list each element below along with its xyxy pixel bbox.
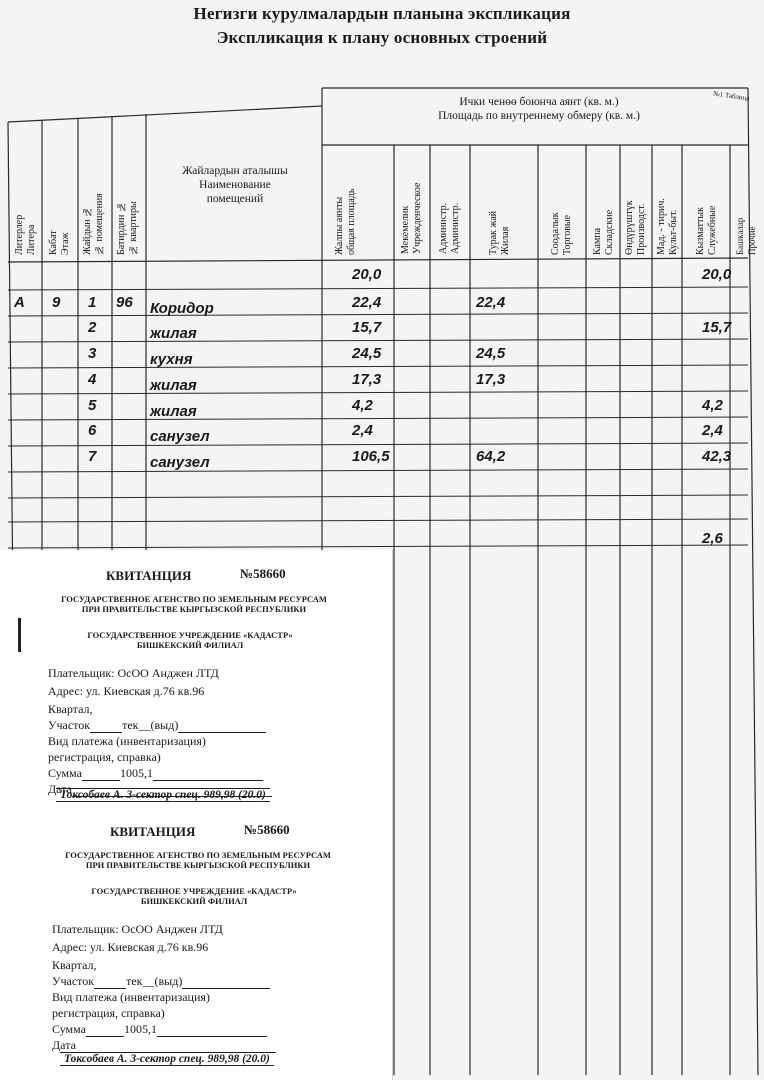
receipt-date: Дата [52,1038,276,1053]
receipt-address: Адрес: ул. Киевская д.76 кв.96 [48,684,205,698]
col-header-storage: Кампа Складские [592,209,615,255]
cell-total: 20,0 [352,266,382,283]
receipt-agency: ГОСУДАРСТВЕННОЕ АГЕНСТВО ПО ЗЕМЕЛЬНЫМ РЕСУРСАМ ПРИ ПРАВИТЕЛЬСТВЕ КЫРГЫЗСКОЙ РЕСПУБЛИКИ [65,850,331,870]
row-divider [8,313,748,316]
row-divider [8,365,748,368]
cell-total: 2,4 [352,422,373,440]
col-header-litera: Литерлер Литера [14,214,37,255]
receipt-footer: Токсобаев А. 3-сектор спец. 989,98 (20.0) [56,788,270,802]
receipt-quarter: Квартал, [48,702,93,716]
room-name-header: Жайлардын аталышы Наименование помещений [182,165,288,205]
cell-name: санузел [150,453,210,471]
col-header-other: Башкалар Прочие [735,217,757,255]
col-header-trade: Соодалык Торговые [550,212,573,255]
cell-total: 22,4 [352,293,382,311]
receipt-plot: Участок тек__(выд) [52,974,270,989]
pen-mark [18,618,21,652]
receipt-date: Дата [48,782,272,797]
cell-total: 24,5 [352,345,382,363]
col-header-service: Кызматтык Служебные [695,205,718,255]
row-divider [8,417,748,420]
cell-name: кухня [150,351,193,369]
receipt-address: Адрес: ул. Киевская д.76 кв.96 [52,940,209,954]
cell-service: 4,2 [702,396,723,414]
cell-name: жилая [150,402,197,420]
document-title-kg: Негизги курулмалардын планына экспликация [193,4,571,23]
cell-living: 64,2 [476,447,506,465]
cell-apt: 96 [116,293,133,311]
receipt-agency: ГОСУДАРСТВЕННОЕ АГЕНСТВО ПО ЗЕМЕЛЬНЫМ РЕСУРСАМ ПРИ ПРАВИТЕЛЬСТВЕ КЫРГЫЗСКОЙ РЕСПУБЛИКИ [61,594,327,614]
cell-floor: 9 [52,293,61,311]
col-header-living: Турак жай Жилая [488,210,511,255]
receipt-payment-type: Вид платежа (инвентаризация) [48,734,206,748]
col-header-institutional: Мекемелик Учрежденческое [400,182,423,254]
cell-total: 15,7 [352,319,382,337]
cell-name: жилая [150,376,197,394]
cell-living: 22,4 [476,293,506,311]
cell-room: 5 [88,396,97,414]
col-header-cultural: Мад. - тирич. Культ-быт. [656,198,679,255]
receipt-institution: ГОСУДАРСТВЕННОЕ УЧРЕЖДЕНИЕ «КАДАСТР» БИШКЕКСКИЙ ФИЛИАЛ [91,886,297,906]
extra-service-value: 2,6 [702,530,723,547]
receipt-quarter: Квартал, [52,958,97,972]
cell-room: 1 [88,293,97,311]
receipt-registration: регистрация, справка) [52,1006,165,1020]
row-divider [8,339,748,342]
cell-room: 6 [88,422,97,440]
cell-service: 42,3 [702,447,732,465]
cell-name: Коридор [150,299,214,317]
receipt-payment-type: Вид платежа (инвентаризация) [52,990,210,1004]
cell-service: 2,4 [702,422,723,440]
table-number: №1 Таблица [712,89,751,103]
cell-name: санузел [150,428,210,446]
row-divider [8,495,748,498]
cell-total: 106,5 [352,447,390,465]
receipt-payer: Плательщик: ОсОО Анджен ЛТД [48,666,219,680]
receipt-sum: Сумма 1005,1 [52,1022,267,1037]
row-divider [8,519,748,522]
receipt-registration: регистрация, справка) [48,750,161,764]
cell-litera: А [14,293,25,311]
receipt-footer: Токсобаев А. 3-сектор спец. 989,98 (20.0) [60,1052,274,1066]
cell-total: 4,2 [352,396,373,414]
area-group-header: Ички ченөө боюнча аянт (кв. м.) Площадь по внутреннему обмеру (кв. м.) [438,96,640,122]
col-header-total: Жалпы аянты общая площадь [334,188,357,255]
row-divider [8,443,748,446]
cell-living: 17,3 [476,370,506,388]
receipt-payer: Плательщик: ОсОО Анджен ЛТД [52,922,223,936]
receipt-institution: ГОСУДАРСТВЕННОЕ УЧРЕЖДЕНИЕ «КАДАСТР» БИШКЕКСКИЙ ФИЛИАЛ [87,630,293,650]
cell-room: 2 [88,319,97,337]
cell-total: 17,3 [352,370,382,388]
cell-service: 20,0 [702,266,732,283]
receipt-number: №58660 [240,566,286,581]
cell-living: 24,5 [476,345,506,363]
row-divider [8,469,748,472]
col-header-room-no: Жайдын № № помещения [82,193,105,255]
cell-name: жилая [150,325,197,343]
receipt-number: №58660 [244,822,290,837]
col-header-floor: Кабат Этаж [48,230,71,255]
cell-room: 4 [88,370,97,388]
row-divider [8,545,748,548]
col-header-admin: Администр. Администр. [438,202,461,254]
receipt-sum: Сумма 1005,1 [48,766,263,781]
row-divider [8,391,748,394]
col-header-apt-no: Батирдин № № квартиры [116,201,139,255]
cell-room: 3 [88,345,97,363]
row-divider [8,287,748,290]
cell-service: 15,7 [702,319,732,337]
receipt-overlay [0,550,393,1080]
receipt-plot: Участок тек__(выд) [48,718,266,733]
receipt-title: КВИТАНЦИЯ [110,824,196,839]
cell-room: 7 [88,447,97,465]
receipt-title: КВИТАНЦИЯ [106,568,192,583]
col-header-production: Өндүрүштүк Производст. [624,200,647,255]
document-title-ru: Экспликация к плану основных строений [216,28,548,47]
